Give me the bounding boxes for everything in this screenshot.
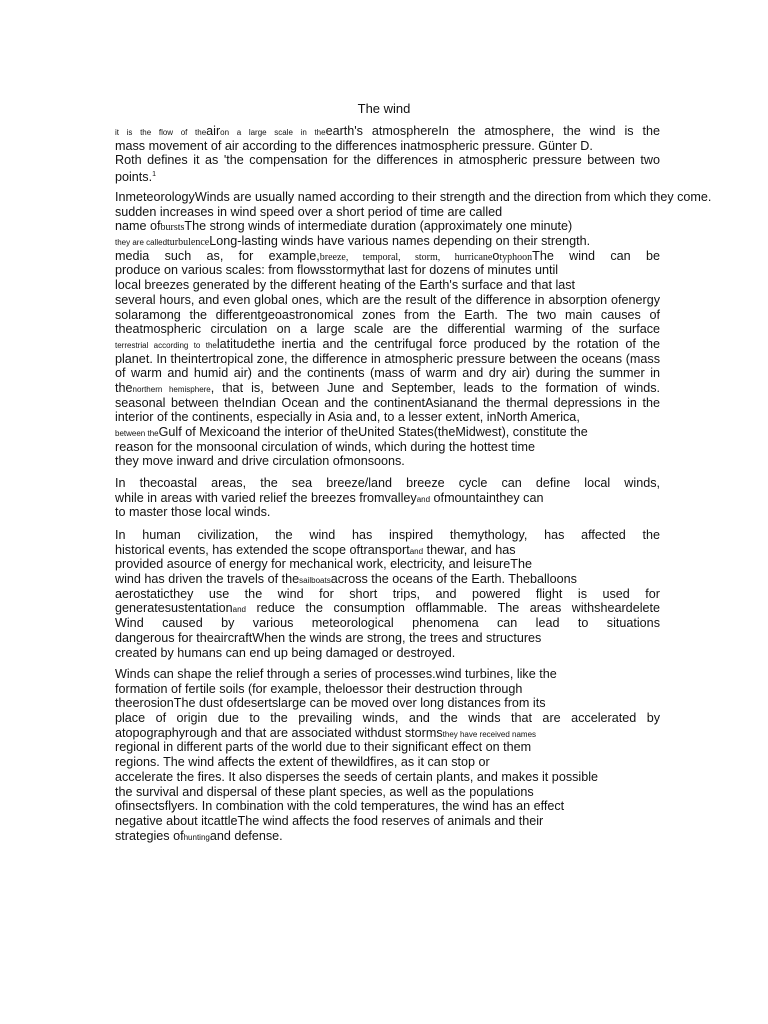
text-run: historical events, has extended the scope oftransport bbox=[115, 542, 410, 557]
text-run: they move inward and drive circulation ofmonsoons. bbox=[115, 454, 405, 469]
text-run: and bbox=[232, 605, 246, 615]
text-line bbox=[115, 366, 660, 381]
text-run: latitudethe inertia and the centrifugal force produced by the rotation of the bbox=[216, 336, 660, 351]
text-run: In human civilization, the wind has inspired themythology, has affected the bbox=[115, 528, 660, 542]
text-line bbox=[115, 219, 660, 234]
paragraph-human-civilization bbox=[115, 528, 660, 660]
text-run: breeze, temporal, storm, hurricane bbox=[319, 251, 493, 263]
text-line bbox=[115, 168, 660, 183]
text-line bbox=[115, 726, 660, 741]
document-title: The wind bbox=[357, 101, 411, 116]
text-run: place of origin due to the prevailing winds, and the winds that are accelerated by bbox=[115, 711, 660, 726]
text-run: ofinsectsflyers. In combination with the cold temperatures, the wind has an effect bbox=[115, 799, 565, 814]
text-run: created by humans can end up being damaged or destroyed. bbox=[115, 645, 456, 660]
text-line bbox=[115, 587, 660, 602]
text-line bbox=[115, 425, 660, 440]
text-run: mass movement of air according to the differences inatmospheric pressure. Günter D. bbox=[115, 138, 593, 153]
text-run: the bbox=[423, 542, 445, 557]
text-run: typhoon bbox=[499, 251, 533, 263]
text-run: solaramong the differentgeoastronomical zones from the Earth. The two main causes of bbox=[115, 307, 660, 322]
text-run: sailboats bbox=[299, 576, 331, 586]
text-run: and bbox=[416, 494, 431, 504]
text-line bbox=[115, 770, 660, 785]
text-run: Long-lasting winds have various names depending on their strength. bbox=[209, 234, 591, 249]
text-run: seasonal between theIndian Ocean and the continentAsianand the thermal depressions in the bbox=[115, 395, 660, 410]
text-line bbox=[115, 153, 660, 168]
text-run: The strong winds of intermediate duration (approximately one minute) bbox=[184, 219, 573, 234]
text-run: local breezes generated by the different heating of the Earth's surface and that last bbox=[115, 278, 576, 293]
text-run: air bbox=[206, 124, 221, 138]
text-run: several hours, and even global ones, which are the result of the difference in absorption ofenergy bbox=[115, 292, 660, 307]
text-line bbox=[115, 278, 660, 293]
text-run: o bbox=[492, 248, 500, 263]
text-line bbox=[115, 293, 660, 308]
text-run: theatmospheric circulation on a large scale are the differential warming of the surface bbox=[115, 322, 660, 337]
text-run: regional in different parts of the world due to their significant effect on them bbox=[115, 740, 532, 755]
text-run: earth's atmosphereIn the atmosphere, the wind is the bbox=[325, 124, 660, 138]
text-line bbox=[115, 410, 660, 425]
text-run: bursts bbox=[160, 222, 185, 234]
text-run: of bbox=[430, 490, 445, 505]
text-line bbox=[115, 616, 660, 631]
text-run: regions. The wind affects the extent of thewildfires, as it can stop or bbox=[115, 755, 490, 770]
text-line bbox=[115, 601, 660, 616]
text-line bbox=[115, 799, 660, 814]
text-run: mountainthey can bbox=[444, 490, 544, 505]
text-line bbox=[115, 263, 660, 278]
text-line bbox=[115, 124, 660, 139]
text-run: aerostaticthey use the wind for short trips, and powered flight is used for bbox=[115, 586, 660, 601]
text-run: across the oceans of the Earth. Theballoons bbox=[330, 572, 577, 587]
text-line bbox=[115, 476, 660, 491]
text-line bbox=[115, 711, 660, 726]
text-run: Wind caused by various meteorological phenomena can lead to situations bbox=[115, 616, 660, 631]
text-line bbox=[115, 491, 660, 506]
text-run: Roth defines it as 'the compensation for the differences in atmospheric pressure between two bbox=[115, 153, 660, 168]
text-run: and bbox=[409, 546, 424, 556]
text-run: sudden increases in wind speed over a short period of time are called bbox=[115, 204, 503, 219]
text-run: generatesustentation bbox=[115, 601, 233, 616]
text-run: reduce the consumption offlammable. The areas withsheardelete bbox=[246, 601, 660, 616]
text-line bbox=[115, 829, 660, 844]
text-run: and defense. bbox=[209, 828, 283, 843]
text-line bbox=[115, 139, 660, 154]
text-run: , that is, between June and September, leads to the formation of winds. bbox=[210, 380, 660, 395]
text-run: planet. In theintertropical zone, the difference in atmospheric pressure between the oceans (mass bbox=[115, 351, 660, 366]
text-run: accelerate the fires. It also disperses the seeds of certain plants, and makes it possible bbox=[115, 769, 599, 784]
text-run: atopographyrough and that are associated withdust storms bbox=[115, 725, 443, 740]
text-line bbox=[115, 396, 660, 411]
text-run: 1 bbox=[152, 171, 157, 179]
text-line bbox=[115, 505, 660, 520]
text-run: war, and has bbox=[444, 542, 516, 557]
text-line bbox=[115, 755, 660, 770]
text-run: formation of fertile soils (for example, theloessor their destruction through bbox=[115, 681, 523, 696]
text-run: produce on various scales: from flowsstormythat last for dozens of minutes until bbox=[115, 263, 559, 278]
text-line bbox=[115, 631, 660, 646]
text-line bbox=[115, 572, 660, 587]
text-line bbox=[115, 454, 660, 469]
text-run: wind has driven the travels of the bbox=[115, 572, 300, 587]
text-line bbox=[115, 740, 660, 755]
paragraph-coastal-winds bbox=[115, 476, 660, 520]
text-run: they have received names bbox=[442, 729, 537, 739]
text-run: The wind can be bbox=[532, 248, 660, 263]
text-line bbox=[115, 322, 660, 337]
paragraph-relief-effects bbox=[115, 667, 660, 843]
text-run: northern hemisphere bbox=[132, 384, 211, 394]
text-line bbox=[115, 557, 660, 572]
text-line bbox=[115, 814, 660, 829]
text-line bbox=[115, 234, 660, 249]
text-run: they are called bbox=[115, 238, 168, 248]
text-line bbox=[115, 249, 660, 264]
text-run: theerosionThe dust ofdesertslarge can be moved over long distances from its bbox=[115, 696, 546, 711]
text-run: points. bbox=[115, 170, 153, 185]
text-line bbox=[115, 381, 660, 396]
text-run: negative about itcattleThe wind affects the food reserves of animals and their bbox=[115, 813, 544, 828]
text-run: interior of the continents, especially in Asia and, to a lesser extent, inNorth America, bbox=[115, 410, 580, 425]
text-run: name of bbox=[115, 219, 161, 234]
text-run: dangerous for theaircraftWhen the winds are strong, the trees and structures bbox=[115, 630, 542, 645]
text-line bbox=[115, 440, 660, 455]
paragraph-meteorology bbox=[115, 190, 712, 469]
text-run: In thecoastal areas, the sea breeze/land breeze cycle can define local winds, bbox=[115, 476, 660, 490]
text-run: between the bbox=[115, 429, 159, 438]
text-line bbox=[115, 337, 660, 352]
text-run: media such as, for example, bbox=[115, 248, 320, 263]
text-line bbox=[115, 190, 712, 205]
text-run: while in areas with varied relief the breezes fromvalley bbox=[115, 490, 417, 505]
text-line bbox=[115, 785, 660, 800]
paragraph-definition bbox=[115, 124, 660, 183]
text-run: the survival and dispersal of these plant species, as well as the populations bbox=[115, 784, 534, 799]
text-line bbox=[115, 352, 660, 367]
text-line bbox=[115, 667, 660, 682]
text-line bbox=[115, 528, 660, 543]
text-line bbox=[115, 646, 660, 661]
text-run: Inmeteorology bbox=[115, 190, 195, 204]
text-run: terrestrial according to the bbox=[115, 340, 217, 350]
text-run: provided asource of energy for mechanical work, electricity, and leisureThe bbox=[115, 557, 532, 572]
text-run: Winds can shape the relief through a series of processes.wind turbines, like the bbox=[115, 667, 557, 681]
text-run: it is the flow of the bbox=[115, 128, 207, 137]
text-line bbox=[115, 543, 660, 558]
text-line bbox=[115, 682, 660, 697]
text-line bbox=[115, 696, 660, 711]
text-line bbox=[115, 308, 660, 323]
text-run: hunting bbox=[183, 832, 210, 842]
text-run: strategies of bbox=[115, 828, 184, 843]
text-run: turbulence bbox=[167, 237, 210, 249]
text-run: reason for the monsoonal circulation of winds, which during the hottest time bbox=[115, 439, 536, 454]
text-run: the bbox=[115, 380, 133, 395]
text-run: on a large scale in the bbox=[220, 128, 326, 137]
text-run: Gulf of Mexicoand the interior of theUnited States(theMidwest), constitute the bbox=[158, 425, 588, 439]
text-line bbox=[115, 205, 660, 220]
text-run: to master those local winds. bbox=[115, 505, 271, 520]
text-run: of warm and humid air) and the continents (mass of warm and dry air) during the summer in bbox=[115, 366, 660, 381]
text-run: Winds are usually named according to their strength and the direction from which they come. bbox=[194, 190, 712, 204]
